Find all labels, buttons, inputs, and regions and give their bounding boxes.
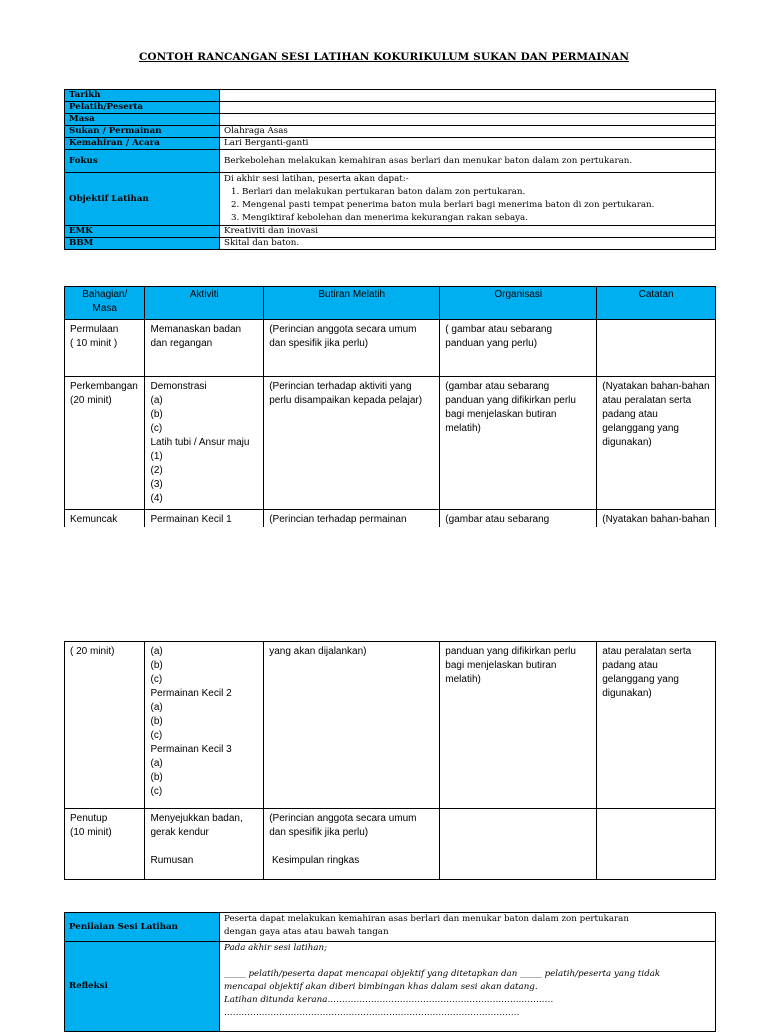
objektif-item: 2. Mengenal pasti tempat penerima baton mula berlari bagi menerima baton di zon pertukaran. (242, 199, 711, 212)
label-objektif: Objektif Latihan (65, 173, 220, 226)
label-sukan: Sukan / Permainan (65, 126, 220, 138)
bahagian-cell: Penutup (10 minit) (65, 809, 145, 880)
objektif-intro: Di akhir sesi latihan, peserta akan dapat:- (224, 174, 409, 184)
label-kemahiran: Kemahiran / Acara (65, 138, 220, 150)
butiran-cell: (Perincian anggota secara umum dan spesifik jika perlu) Kesimpulan ringkas (264, 809, 440, 880)
butiran-cell: (Perincian terhadap aktiviti yang perlu disampaikan kepada pelajar) (264, 377, 440, 510)
value-tarikh[interactable] (220, 90, 716, 102)
label-emk: EMK (65, 226, 220, 238)
table-row (65, 809, 716, 880)
label-pelatih: Pelatih/Peserta (65, 102, 220, 114)
organisasi-cell: panduan yang difikirkan perlu bagi menjelaskan butiran melatih) (440, 642, 597, 809)
catatan-cell: atau peralatan serta padang atau gelanggang yang digunakan) (597, 642, 716, 809)
butiran-cell: (Perincian anggota secara umum dan spesifik jika perlu) (264, 320, 440, 377)
butiran-cell: yang akan dijalankan) (264, 642, 440, 809)
page-title: CONTOH RANCANGAN SESI LATIHAN KOKURIKULUM SUKAN DAN PERMAINAN (138, 51, 630, 63)
value-objektif (220, 173, 716, 226)
butiran-cell: (Perincian terhadap permainan (264, 510, 440, 528)
label-penilaian: Penilaian Sesi Latihan (65, 913, 220, 942)
objektif-item: 3. Mengiktiraf kebolehan dan menerima kekurangan rakan sebaya. (242, 212, 711, 225)
organisasi-cell: (gambar atau sebarang (440, 510, 597, 528)
organisasi-cell: ( gambar atau sebarang panduan yang perlu) (440, 320, 597, 377)
value-kemahiran: Lari Berganti-ganti (220, 138, 716, 150)
value-penilaian: Peserta dapat melakukan kemahiran asas berlari dan menukar baton dalam zon pertukaran dengan gaya atas atau bawah tangan (220, 913, 716, 942)
value-masa[interactable] (220, 114, 716, 126)
table-row (65, 510, 716, 528)
objektif-list (224, 186, 711, 225)
value-refleksi: Pada akhir sesi latihan; _____ pelatih/peserta dapat mencapai objektif yang ditetapkan dan _____ pelatih/peserta yang tidak mencapai objektif akan diberi bimbingan khas dalam sesi akan datang. Latihan ditunda kerana…………………………………………………………………… ………………………………………………………………………………………… (220, 942, 716, 1032)
header-butiran: Butiran Melatih (264, 287, 440, 320)
assessment-table (64, 912, 716, 1032)
aktiviti-cell: (a) (b) (c) Permainan Kecil 2 (a) (b) (c) Permainan Kecil 3 (a) (b) (c) (145, 642, 264, 809)
aktiviti-cell: Permainan Kecil 1 (145, 510, 264, 528)
header-aktiviti: Aktiviti (145, 287, 264, 320)
value-emk: Kreativiti dan inovasi (220, 226, 716, 238)
organisasi-cell: (gambar atau sebarang panduan yang difikirkan perlu bagi menjelaskan butiran melatih) (440, 377, 597, 510)
header-organisasi: Organisasi (440, 287, 597, 320)
value-bbm: Skital dan baton. (220, 238, 716, 250)
activity-table-2 (64, 641, 716, 880)
table-row (65, 642, 716, 809)
label-tarikh: Tarikh (65, 90, 220, 102)
organisasi-cell (440, 809, 597, 880)
table-row (65, 320, 716, 377)
catatan-cell: (Nyatakan bahan-bahan atau peralatan serta padang atau gelanggang yang digunakan) (597, 377, 716, 510)
bahagian-cell: ( 20 minit) (65, 642, 145, 809)
label-fokus: Fokus (65, 150, 220, 173)
bahagian-cell: Permulaan ( 10 minit ) (65, 320, 145, 377)
activity-table-1 (64, 286, 716, 527)
value-sukan: Olahraga Asas (220, 126, 716, 138)
bahagian-cell: Kemuncak (65, 510, 145, 528)
catatan-cell (597, 809, 716, 880)
header-catatan: Catatan (597, 287, 716, 320)
catatan-cell: (Nyatakan bahan-bahan (597, 510, 716, 528)
aktiviti-cell: Memanaskan badan dan regangan (145, 320, 264, 377)
label-masa: Masa (65, 114, 220, 126)
objektif-item: 1. Berlari dan melakukan pertukaran baton dalam zon pertukaran. (242, 186, 711, 199)
table-row (65, 377, 716, 510)
info-table (64, 89, 716, 250)
catatan-cell (597, 320, 716, 377)
aktiviti-cell: Menyejukkan badan, gerak kendur Rumusan (145, 809, 264, 880)
header-bahagian: Bahagian/ Masa (65, 287, 145, 320)
label-bbm: BBM (65, 238, 220, 250)
value-pelatih[interactable] (220, 102, 716, 114)
label-refleksi: Refleksi (65, 942, 220, 1032)
bahagian-cell: Perkembangan (20 minit) (65, 377, 145, 510)
value-fokus: Berkebolehan melakukan kemahiran asas berlari dan menukar baton dalam zon pertukaran. (220, 150, 716, 173)
aktiviti-cell: Demonstrasi (a) (b) (c) Latih tubi / Ansur maju (1) (2) (3) (4) (145, 377, 264, 510)
